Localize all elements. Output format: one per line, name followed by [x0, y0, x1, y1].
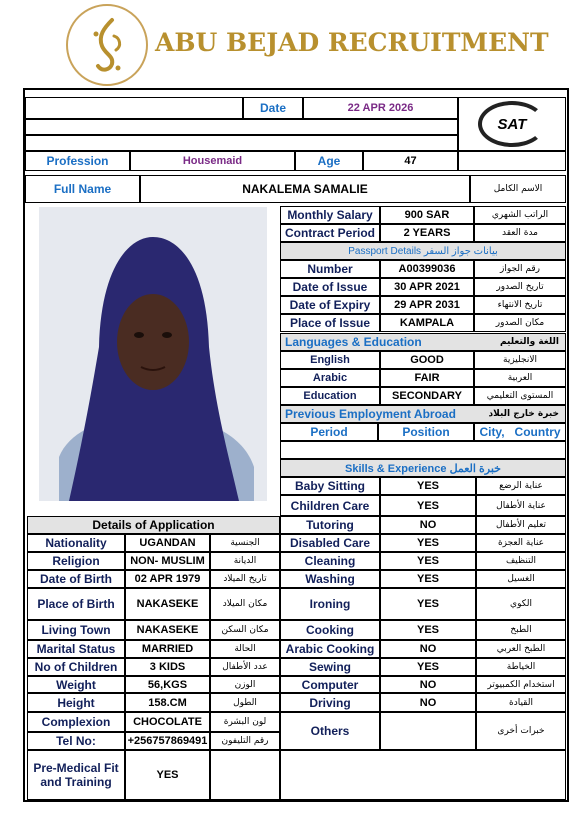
skill-row-ar: التنظيف: [476, 552, 566, 570]
employment-title: Previous Employment Abroad: [285, 407, 456, 421]
skill-row-value: YES: [380, 588, 476, 620]
passport-row-ar: تاريخ الانتهاء: [474, 296, 566, 314]
employment-col-position: Position: [378, 423, 474, 441]
profession-label: Profession: [25, 151, 130, 171]
languages-title-ar: اللغة والتعليم: [499, 337, 559, 347]
application-row-value: YES: [125, 750, 210, 800]
application-row-label: Living Town: [27, 620, 125, 640]
skill-row-ar: استخدام الكمبيوتر: [476, 676, 566, 693]
application-row-value: UGANDAN: [125, 534, 210, 552]
person-photo-icon: [39, 207, 267, 501]
skill-row-label: Baby Sitting: [280, 477, 380, 495]
skill-row-label: Sewing: [280, 658, 380, 676]
fullname-ar: الاسم الكامل: [470, 175, 566, 203]
passport-row-label: Place of Issue: [280, 314, 380, 332]
application-row-value: MARRIED: [125, 640, 210, 658]
application-row-label: Tel No:: [27, 732, 125, 750]
application-row-label: Marital Status: [27, 640, 125, 658]
sat-logo: [458, 97, 566, 151]
contract-period-ar: مدة العقد: [474, 224, 566, 242]
blank-cell: [458, 151, 566, 171]
skill-row-ar: الطبخ: [476, 620, 566, 640]
passport-row-value: 30 APR 2021: [380, 278, 474, 296]
application-row-label: Nationality: [27, 534, 125, 552]
passport-row-ar: رقم الجواز: [474, 260, 566, 278]
skill-row-ar: الطبخ العربي: [476, 640, 566, 658]
application-row-ar: الوزن: [210, 676, 280, 693]
application-row-value: CHOCOLATE: [125, 712, 210, 732]
skill-row-label: Computer: [280, 676, 380, 693]
passport-row-label: Date of Issue: [280, 278, 380, 296]
top-blank-row: [25, 119, 458, 135]
passport-row-label: Number: [280, 260, 380, 278]
application-row-label: Height: [27, 693, 125, 712]
skill-row-value: YES: [380, 477, 476, 495]
language-row-value: SECONDARY: [380, 387, 474, 405]
company-logo: [66, 4, 148, 86]
application-row-ar: مكان الميلاد: [210, 588, 280, 620]
employment-title-ar: خبرة خارج البلاد: [488, 409, 559, 419]
age-label: Age: [295, 151, 363, 171]
languages-title: Languages & Education: [285, 335, 422, 349]
skill-row-ar: الغسيل: [476, 570, 566, 588]
application-row-label: Place of Birth: [27, 588, 125, 620]
application-row-value: NON- MUSLIM: [125, 552, 210, 570]
language-row-value: GOOD: [380, 351, 474, 369]
top-blank-cell: [25, 97, 243, 119]
skill-row-value: NO: [380, 676, 476, 693]
application-row-value: 3 KIDS: [125, 658, 210, 676]
application-row-label: Religion: [27, 552, 125, 570]
skills-section-title: Skills & Experience خبرة العمل: [280, 459, 566, 477]
application-row-value: +256757869491: [125, 732, 210, 750]
skill-row-value: YES: [380, 570, 476, 588]
skill-row-label: Washing: [280, 570, 380, 588]
language-row-value: FAIR: [380, 369, 474, 387]
skill-row-ar: عناية العجزة: [476, 534, 566, 552]
skill-row-value: NO: [380, 693, 476, 712]
employment-row: [280, 441, 566, 459]
passport-row-ar: تاريخ الصدور: [474, 278, 566, 296]
application-row-value: 56,KGS: [125, 676, 210, 693]
skill-row-label: Others: [280, 712, 380, 750]
language-row-ar: الانجليزية: [474, 351, 566, 369]
skill-row-value: YES: [380, 658, 476, 676]
application-row-value: NAKASEKE: [125, 620, 210, 640]
application-row-value: 158.CM: [125, 693, 210, 712]
application-row-ar: عدد الأطفال: [210, 658, 280, 676]
application-row-ar: رقم التليفون: [210, 732, 280, 750]
skills-blank-row: [280, 750, 566, 800]
application-row-value: NAKASEKE: [125, 588, 210, 620]
fullname-value: NAKALEMA SAMALIE: [140, 175, 470, 203]
skill-row-label: Ironing: [280, 588, 380, 620]
salary-value: 900 SAR: [380, 206, 474, 224]
employment-col-country: City, Country: [474, 423, 566, 441]
top-blank-row: [25, 135, 458, 151]
passport-row-ar: مكان الصدور: [474, 314, 566, 332]
skill-row-value: NO: [380, 640, 476, 658]
application-row-label: Complexion: [27, 712, 125, 732]
age-value: 47: [363, 151, 458, 171]
contract-period-value: 2 YEARS: [380, 224, 474, 242]
skill-row-ar: الخياطة: [476, 658, 566, 676]
skill-row-ar: عناية الأطفال: [476, 495, 566, 516]
application-row-ar: الديانة: [210, 552, 280, 570]
profession-value: Housemaid: [130, 151, 295, 171]
application-row-label: Pre-Medical Fit and Training: [27, 750, 125, 800]
fullname-label: Full Name: [25, 175, 140, 203]
date-value: 22 APR 2026: [303, 97, 458, 119]
application-row-value: 02 APR 1979: [125, 570, 210, 588]
application-row-ar: [210, 750, 280, 800]
language-row-label: English: [280, 351, 380, 369]
skill-row-label: Tutoring: [280, 516, 380, 534]
language-row-ar: المستوى التعليمي: [474, 387, 566, 405]
languages-section-title: [280, 333, 566, 351]
language-row-ar: العربية: [474, 369, 566, 387]
salary-label: Monthly Salary: [280, 206, 380, 224]
company-name: ABU BEJAD RECRUITMENT: [155, 28, 549, 57]
skill-row-label: Children Care: [280, 495, 380, 516]
passport-row-value: KAMPALA: [380, 314, 474, 332]
date-label: Date: [243, 97, 303, 119]
passport-row-label: Date of Expiry: [280, 296, 380, 314]
skill-row-value: NO: [380, 516, 476, 534]
skill-row-label: Cooking: [280, 620, 380, 640]
employment-section-title: [280, 405, 566, 423]
skill-row-ar: تعليم الأطفال: [476, 516, 566, 534]
sat-logo-text: SAT: [497, 115, 527, 133]
application-row-label: No of Children: [27, 658, 125, 676]
skill-row-label: Disabled Care: [280, 534, 380, 552]
application-section-title: Details of Application: [27, 516, 280, 534]
calligraphy-icon: [68, 6, 146, 84]
skill-row-value: YES: [380, 552, 476, 570]
passport-row-value: 29 APR 2031: [380, 296, 474, 314]
skill-row-label: Arabic Cooking: [280, 640, 380, 658]
application-row-label: Weight: [27, 676, 125, 693]
passport-section-title: Passport Details بيانات جواز السفر: [280, 242, 566, 260]
salary-ar: الراتب الشهري: [474, 206, 566, 224]
skill-row-label: Cleaning: [280, 552, 380, 570]
skill-row-ar: عناية الرضع: [476, 477, 566, 495]
skill-row-label: Driving: [280, 693, 380, 712]
skill-row-value: YES: [380, 495, 476, 516]
application-row-ar: مكان السكن: [210, 620, 280, 640]
application-row-ar: الطول: [210, 693, 280, 712]
application-row-ar: تاريخ الميلاد: [210, 570, 280, 588]
employment-col-period: Period: [280, 423, 378, 441]
passport-row-value: A00399036: [380, 260, 474, 278]
skill-row-ar: القيادة: [476, 693, 566, 712]
skill-row-value: [380, 712, 476, 750]
skill-row-ar: الكوي: [476, 588, 566, 620]
skill-row-value: YES: [380, 534, 476, 552]
candidate-photo: [39, 207, 267, 501]
language-row-label: Arabic: [280, 369, 380, 387]
application-row-ar: الحالة: [210, 640, 280, 658]
application-row-ar: الجنسية: [210, 534, 280, 552]
application-row-label: Date of Birth: [27, 570, 125, 588]
skill-row-value: YES: [380, 620, 476, 640]
skill-row-ar: خبرات أخرى: [476, 712, 566, 750]
language-row-label: Education: [280, 387, 380, 405]
contract-period-label: Contract Period: [280, 224, 380, 242]
application-row-ar: لون البشرة: [210, 712, 280, 732]
